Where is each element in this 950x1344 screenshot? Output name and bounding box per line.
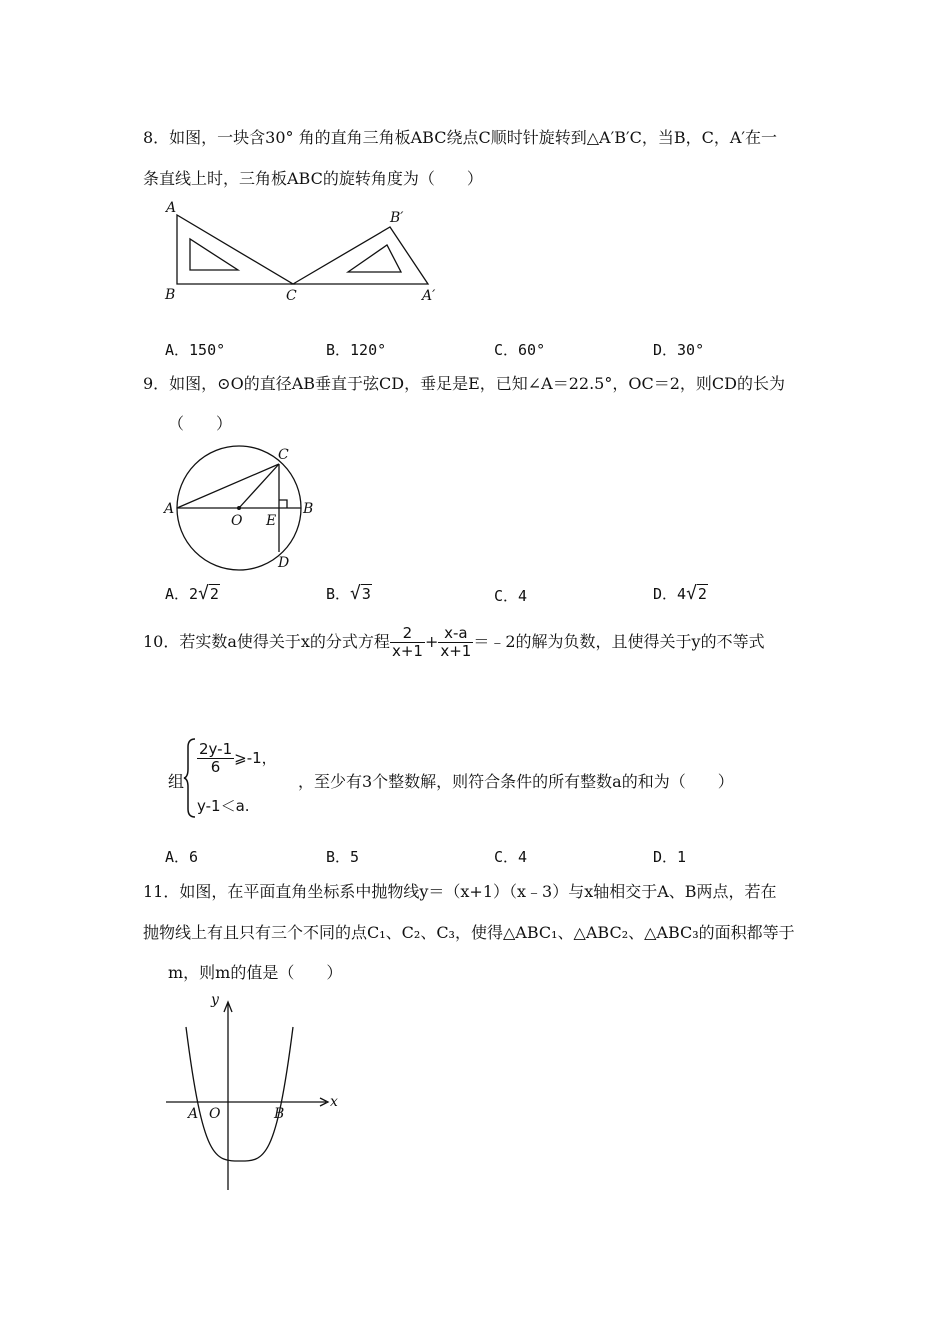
q10-f1-den: x+1 xyxy=(391,642,423,660)
q9-label-D: D xyxy=(278,555,290,571)
q10-sys1-num: 2y-1 xyxy=(199,740,233,758)
q11-label-A: A xyxy=(188,1106,199,1122)
q9-line2: （ ） xyxy=(168,414,233,433)
q10-f1-num: 2 xyxy=(390,625,425,643)
q11-label-O: O xyxy=(209,1106,221,1122)
q11-line3: m，则m的值是（ ） xyxy=(168,963,343,982)
q8-option-b[interactable]: B．120° xyxy=(326,341,387,359)
q9-label-A: A xyxy=(164,501,175,517)
q9-option-a[interactable] xyxy=(165,583,220,604)
q10-sys1-rest: ⩾-1， xyxy=(234,749,277,767)
q10-line1 xyxy=(143,620,765,664)
q11-line1: 11．如图，在平面直角坐标系中抛物线y＝（x+1）（x﹣3）与x轴相交于A、B两点，若在 xyxy=(143,882,777,901)
q9-option-d-prefix: D．4 xyxy=(653,585,687,603)
q8-label-Bp: B′ xyxy=(390,210,404,226)
q9-figure xyxy=(160,440,320,572)
q8-option-a[interactable]: A．150° xyxy=(165,341,226,359)
q9-option-c[interactable]: C．4 xyxy=(494,587,528,605)
q10-pre: 10．若实数a使得关于x的分式方程 xyxy=(143,632,390,651)
q9-label-O: O xyxy=(231,513,243,529)
q10-fraction-1 xyxy=(390,625,425,660)
q8-option-d[interactable]: D．30° xyxy=(653,341,705,359)
q9-option-b-radicand: 3 xyxy=(361,585,371,603)
q8-label-B: B xyxy=(165,287,176,303)
q11-label-x: x xyxy=(330,1094,338,1110)
q10-sys-post: ，至少有3个整数解，则符合条件的所有整数a的和为（ ） xyxy=(298,772,734,791)
q9-line1: 9．如图，⊙O的直径AB垂直于弦CD，垂足是E，已知∠A＝22.5°，OC＝2，则CD的长为 xyxy=(143,374,785,393)
q10-sys2: y-1＜a. xyxy=(197,797,250,815)
q8-figure xyxy=(160,195,450,310)
q9-option-d-radicand: 2 xyxy=(697,585,707,603)
q9-label-C: C xyxy=(278,447,289,463)
q9-option-d[interactable] xyxy=(653,583,708,604)
q11-line2: 抛物线上有且只有三个不同的点C₁、C₂、C₃，使得△ABC₁、△ABC₂、△ABC₃的面积都等于 xyxy=(143,923,795,942)
q9-option-a-radicand: 2 xyxy=(209,585,219,603)
q8-label-A: A xyxy=(166,200,177,216)
q10-f2-den: x+1 xyxy=(440,642,472,660)
brace-icon xyxy=(183,737,197,819)
q11-label-y: y xyxy=(211,992,219,1008)
q10-f2-num: x-a xyxy=(438,625,473,643)
q10-option-a[interactable]: A．6 xyxy=(165,848,199,866)
q9-option-a-prefix: A．2 xyxy=(165,585,199,603)
q10-sys1-fraction xyxy=(197,741,234,776)
q8-label-Ap: A′ xyxy=(422,288,436,304)
q10-option-d[interactable]: D．1 xyxy=(653,848,687,866)
q10-option-c[interactable]: C．4 xyxy=(494,848,528,866)
q10-sys-pre: 组 xyxy=(168,772,185,791)
q10-fraction-2 xyxy=(438,625,473,660)
q10-option-b[interactable]: B．5 xyxy=(326,848,360,866)
q9-option-b[interactable] xyxy=(326,583,372,604)
sqrt-icon xyxy=(198,583,220,604)
q8-line1: 8．如图，一块含30° 角的直角三角板ABC绕点C顺时针旋转到△A′B′C，当B，C，A′在一 xyxy=(143,128,778,147)
q9-label-E: E xyxy=(266,513,277,529)
q11-figure xyxy=(160,990,340,1195)
sqrt-icon xyxy=(350,583,372,604)
q10-plus: + xyxy=(424,632,439,651)
sqrt-icon xyxy=(686,583,708,604)
q8-line2: 条直线上时，三角板ABC的旋转角度为（ ） xyxy=(143,169,483,188)
q10-sys1-den: 6 xyxy=(210,758,221,776)
q11-label-B: B xyxy=(274,1106,285,1122)
q9-label-B: B xyxy=(303,501,314,517)
q10-system-row1 xyxy=(197,741,277,776)
q8-label-C: C xyxy=(286,288,297,304)
q9-option-b-prefix: B． xyxy=(326,585,351,603)
q8-option-c[interactable]: C．60° xyxy=(494,341,546,359)
q10-post: ＝﹣2的解为负数，且使得关于y的不等式 xyxy=(473,632,765,651)
